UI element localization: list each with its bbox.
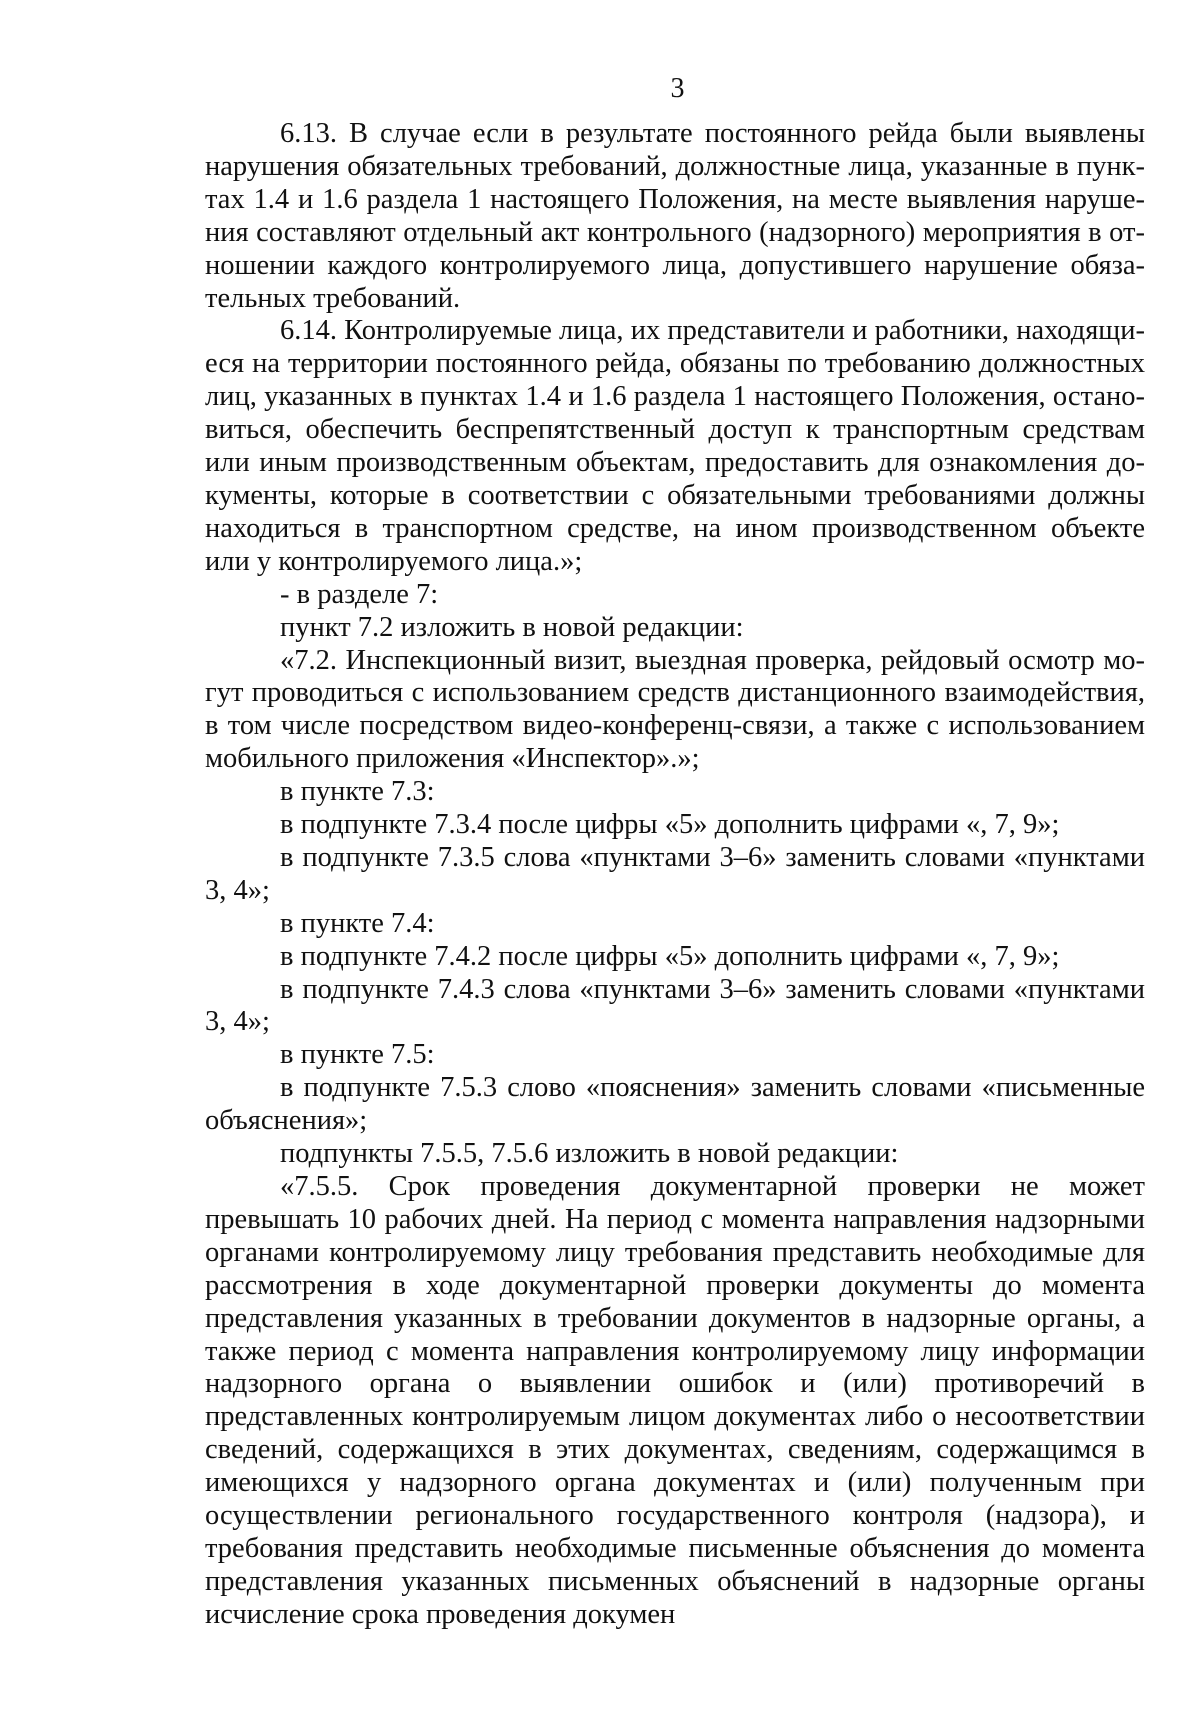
paragraph-7-3-intro: в пункте 7.3: (280, 776, 435, 808)
paragraph-7-4-3: в подпункте 7.4.3 слова «пунктами 3–6» заменить словами «пунктами 3, 4»; (205, 973, 1145, 1038)
paragraph-7-5-5-intro: подпункты 7.5.5, 7.5.6 изложить в новой редакции: (280, 1138, 899, 1170)
paragraph-7-5-5-text: «7.5.5. Срок проведения документарной проверки не может превышать 10 рабочих дней. На период с момента направления надзорными органами контролируемому лицу требования представить необходимые для рассмотрения в ходе документарной проверки документы до момента представления указанных в требовании документов в надзорные органы, а также период с момента направления контролируемому лицу информации надзорного органа о выявлении ошибок и (или) противоречий в представленных контролируемым лицом документах либо о несоответствии сведений, содержащихся в этих документах, сведениям, содержащимся в имеющихся у надзорного органа документах и (или) полученным при осуществлении регионального государственного контроля (надзора), и требования представить необходимые письменные объяснения до момента представления указанных письменных объяснений в надзорные органы исчисление срока проведения докумен (205, 1171, 1145, 1630)
paragraph-7-3-4: в подпункте 7.3.4 после цифры «5» дополнить цифрами «, 7, 9»; (280, 809, 1060, 841)
page-number: 3 (670, 73, 685, 104)
paragraph-7-2-text: «7.2. Инспекционный визит, выездная проверка, рейдовый осмотр могут проводиться с использованием средств дистанционного взаимодействия, в том числе посредством видео-конференц-связи, а также с использованием мобильного приложения «Инспектор».»; (205, 644, 1145, 775)
paragraph-7-4-2: в подпункте 7.4.2 после цифры «5» дополнить цифрами «, 7, 9»; (280, 940, 1060, 972)
paragraph-6-14: 6.14. Контролируемые лица, их представители и работники, находящиеся на территории постоянного рейда, обязаны по требованию должностных лиц, указанных в пунктах 1.4 и 1.6 раздела 1 настоящего Положения, остановиться, обеспечить беспрепятственный доступ к транспортным средствам или иным производственным объектам, предоставить для ознакомления документы, которые в соответствии с обязательными требованиями должны находиться в транспортном средстве, на ином производственном объекте или у контролируемого лица.»; (205, 315, 1145, 577)
paragraph-7-5-3: в подпункте 7.5.3 слово «пояснения» заменить словами «письменные объяснения»; (205, 1072, 1145, 1137)
paragraph-7-5-intro: в пункте 7.5: (280, 1039, 435, 1071)
document-body (205, 118, 1145, 1632)
paragraph-6-13: 6.13. В случае если в результате постоянного рейда были выявлены нарушения обязательных требований, должностные лица, указанные в пунктах 1.4 и 1.6 раздела 1 настоящего Положения, на месте выявления нарушения составляют отдельный акт контрольного (надзорного) мероприятия в отношении каждого контролируемого лица, допустившего нарушение обязательных требований. (205, 118, 1145, 314)
paragraph-section-7: - в разделе 7: (280, 578, 439, 610)
paragraph-7-4-intro: в пункте 7.4: (280, 907, 435, 939)
paragraph-7-3-5: в подпункте 7.3.5 слова «пунктами 3–6» заменить словами «пунктами 3, 4»; (205, 841, 1145, 906)
paragraph-7-2-intro: пункт 7.2 изложить в новой редакции: (280, 611, 744, 643)
